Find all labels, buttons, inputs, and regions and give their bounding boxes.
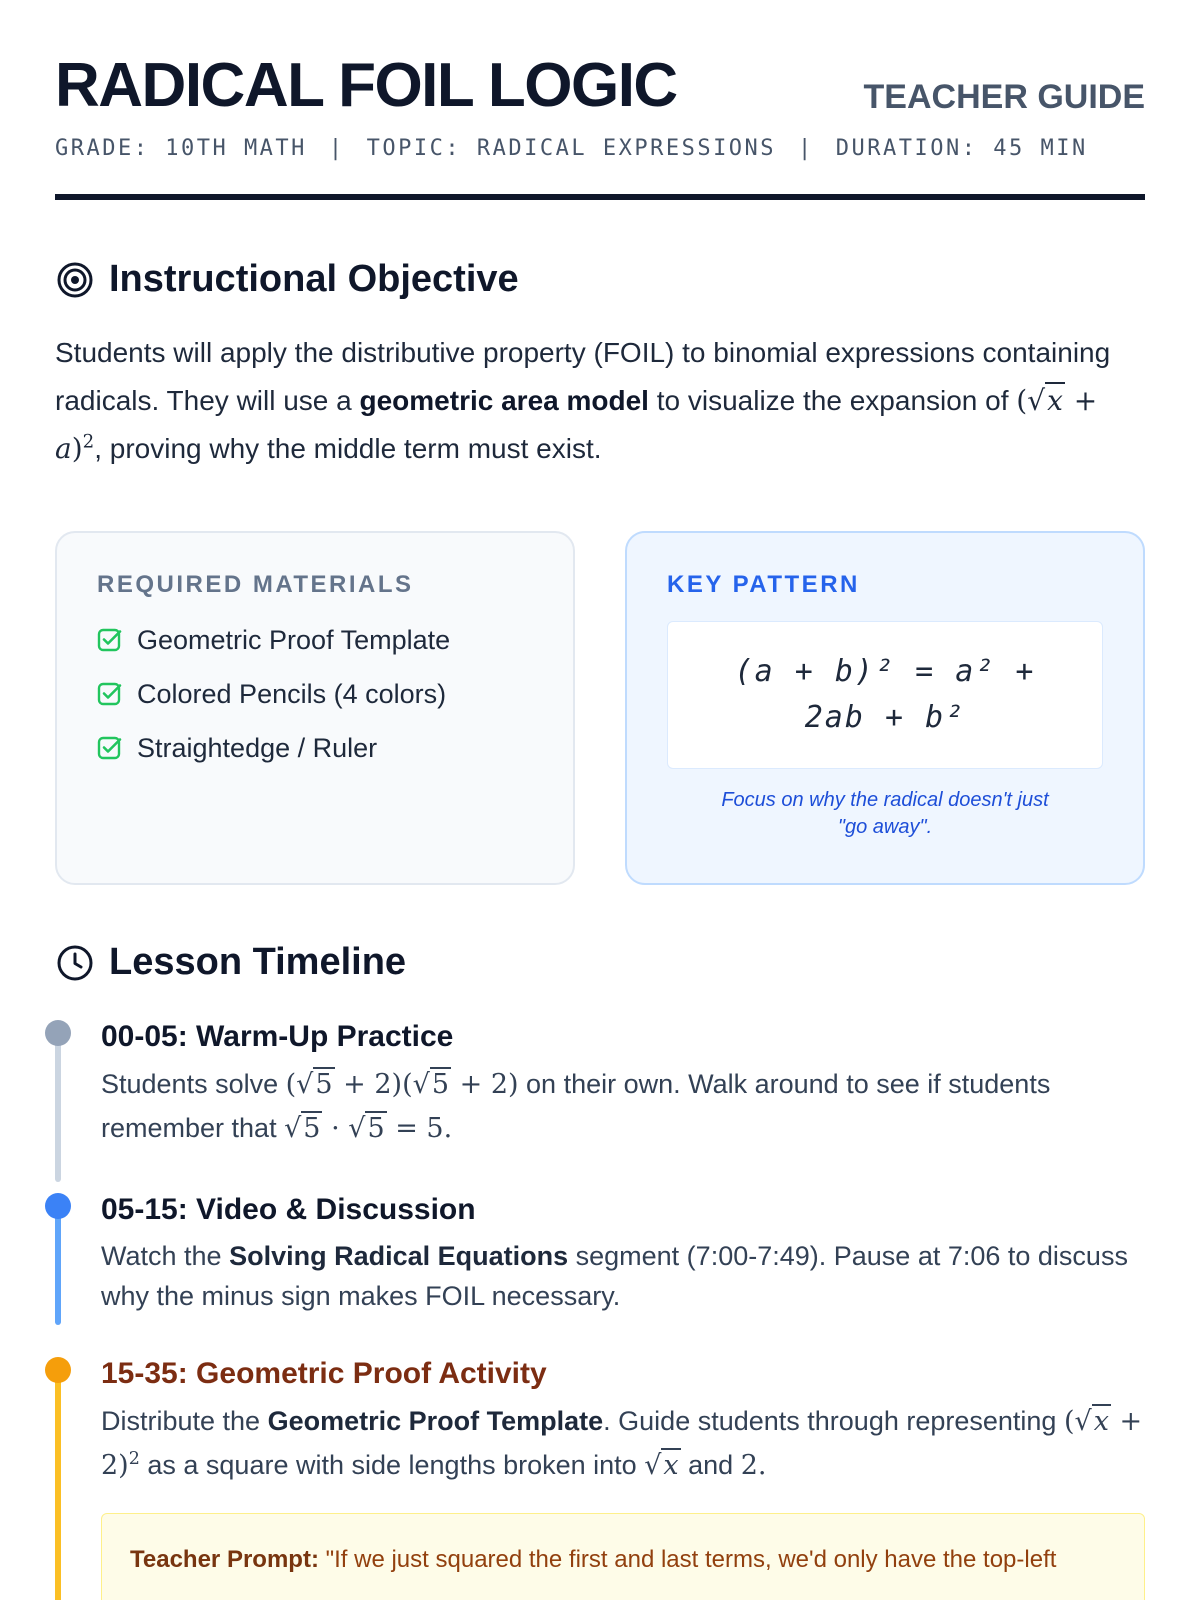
meta-separator: |: [798, 136, 814, 161]
step-text: Watch the: [101, 1240, 230, 1271]
key-pattern-title: KEY PATTERN: [667, 571, 860, 599]
objective-emphasis: geometric area model: [359, 385, 649, 417]
identity-expression: √5 · √5 = 5.: [284, 1113, 453, 1145]
expansion-expression: $(√x + a)^2$: [55, 384, 1098, 466]
step-description: [101, 1400, 1145, 1487]
math-term: + a: [55, 384, 1098, 466]
teacher-prompt-label: Teacher Prompt:: [130, 1546, 319, 1574]
page-header: [55, 0, 1145, 200]
meta-separator: |: [328, 136, 345, 161]
step-text: Students solve: [101, 1069, 286, 1100]
warmup-expression: (√5 + 2)(√5 + 2): [285, 1069, 519, 1101]
material-item: [97, 667, 533, 721]
material-label: Colored Pencils (4 colors): [137, 678, 447, 709]
step-title: 15-35: Geometric Proof Activity: [101, 1356, 547, 1390]
objective-heading: [55, 258, 1145, 301]
step-emphasis: Solving Radical Equations: [229, 1240, 569, 1271]
material-label: Straightedge / Ruler: [137, 732, 378, 763]
page-title: RADICAL FOIL LOGIC: [55, 51, 677, 120]
step-description: [101, 1063, 1145, 1150]
topic-label: TOPIC: RADICAL EXPRESSIONS: [366, 136, 777, 161]
binomial-square-formula: [735, 649, 1036, 742]
objective-text-part: Students will apply the distributive property (FOIL) to binomial expressions containing radicals. They will use a: [55, 337, 1111, 417]
step-emphasis: Geometric Proof Template: [267, 1405, 604, 1436]
key-pattern-card: [625, 531, 1145, 885]
step-description: [101, 1236, 1145, 1317]
timeline-rail: [55, 1207, 61, 1325]
math-variable: x: [1047, 384, 1063, 418]
side-expression: √x: [644, 1449, 679, 1481]
timeline-dot: [45, 1357, 71, 1383]
checkbox-checked-icon: [97, 681, 123, 707]
objective-text-part: to visualize the expansion of: [648, 385, 1017, 417]
timeline-step: [55, 1020, 1145, 1150]
materials-title: REQUIRED MATERIALS: [97, 571, 414, 599]
teacher-prompt-box: [101, 1513, 1145, 1600]
timeline-step: [55, 1357, 1145, 1600]
step-text: on their own. Walk around to see if students remember that: [101, 1069, 1051, 1144]
timeline-title: Lesson Timeline: [109, 941, 407, 984]
timeline-dot: [45, 1020, 71, 1046]
lesson-timeline: [55, 1020, 1145, 1600]
formula-line: 2ab + b²: [804, 700, 966, 736]
objective-title: Instructional Objective: [109, 258, 519, 300]
materials-card: [55, 531, 575, 885]
step-text: Distribute the: [101, 1405, 268, 1436]
step-text: as a square with side lengths broken into: [139, 1449, 645, 1480]
timeline-rail: [55, 1371, 61, 1600]
checkbox-checked-icon: [97, 627, 123, 653]
checkbox-checked-icon: [97, 735, 123, 761]
math-exponent: 2: [82, 431, 95, 453]
step-text: segment (7:00-7:49). Pause at 7:06 to discuss why the minus sign makes FOIL necessary.: [101, 1240, 1128, 1312]
step-title: 00-05: Warm-Up Practice: [101, 1020, 454, 1054]
material-label: Geometric Proof Template: [137, 624, 451, 655]
objective-text-part: , proving why the middle term must exist.: [94, 433, 602, 465]
teacher-guide-label: TEACHER GUIDE: [863, 78, 1145, 116]
square-expression: $(√x + 2)^2$: [101, 1405, 1143, 1481]
lesson-meta: [55, 136, 1088, 161]
materials-list: [97, 613, 533, 775]
side-constant: 2.: [740, 1449, 767, 1481]
material-item: [97, 613, 533, 667]
grade-label: GRADE: 10TH MATH: [55, 136, 307, 161]
timeline-heading: [55, 941, 1145, 984]
step-text: . Guide students through representing: [603, 1405, 1064, 1436]
formula-line: (a + b)² = a² +: [734, 653, 1036, 689]
timeline-step: [55, 1193, 1145, 1317]
timeline-dot: [45, 1193, 71, 1219]
timeline-rail: [55, 1034, 61, 1182]
duration-label: DURATION: 45 MIN: [835, 136, 1088, 161]
formula-box: [667, 621, 1103, 769]
step-text: and: [680, 1449, 741, 1480]
material-item: [97, 721, 533, 775]
info-cards: [55, 531, 1145, 885]
step-title: 05-15: Video & Discussion: [101, 1192, 476, 1226]
pattern-note: Focus on why the radical doesn't just "go away".: [721, 789, 1049, 839]
objective-text: [55, 329, 1145, 473]
clock-icon: [55, 943, 95, 983]
teacher-prompt-text: "If we just squared the first and last terms, we'd only have the top-left: [318, 1546, 1057, 1574]
target-icon: [55, 260, 95, 300]
